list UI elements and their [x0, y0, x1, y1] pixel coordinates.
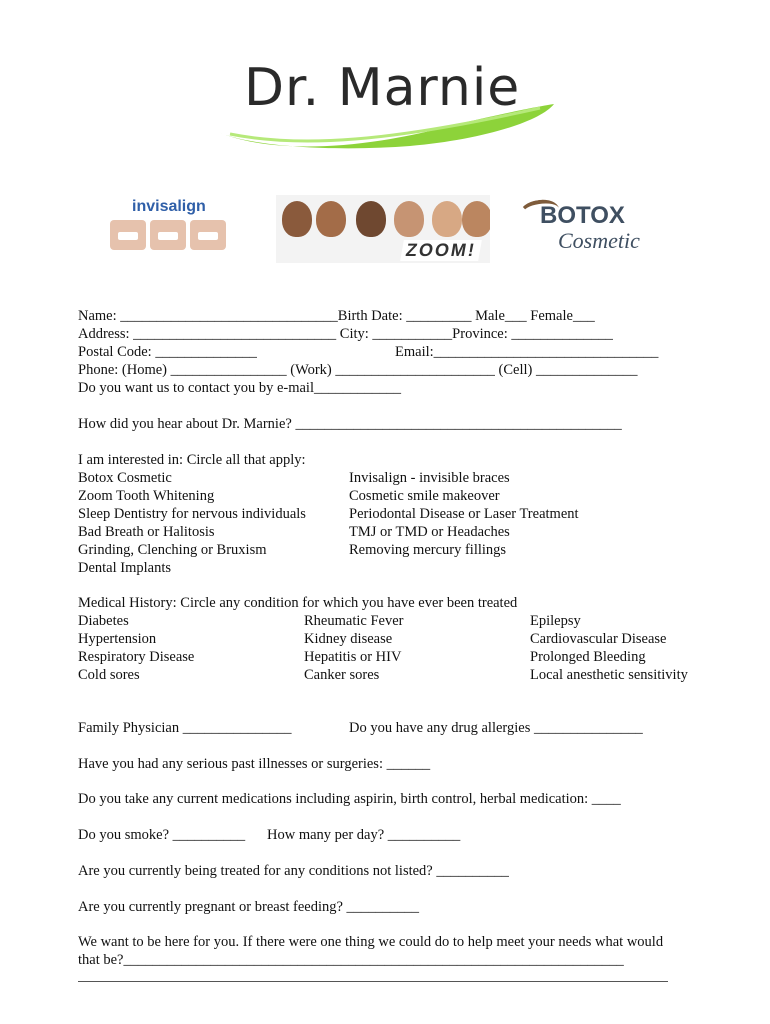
- smoke-line[interactable]: Do you smoke? __________: [78, 827, 246, 843]
- list-item[interactable]: Cold sores: [78, 667, 140, 683]
- pregnant-line[interactable]: Are you currently pregnant or breast feeding? __________: [78, 899, 420, 915]
- hear-about-line[interactable]: How did you hear about Dr. Marnie? _____________________________________________: [78, 416, 622, 432]
- logo-title: Dr. Marnie: [244, 58, 521, 118]
- invisalign-wordmark: invisalign: [132, 198, 206, 215]
- email-line[interactable]: Email:_______________________________: [395, 344, 659, 360]
- list-item[interactable]: Kidney disease: [304, 631, 393, 647]
- needs-line-1: We want to be here for you. If there were one thing we could do to help meet your needs what would: [78, 934, 664, 950]
- list-item[interactable]: Dental Implants: [78, 560, 172, 576]
- phone-line[interactable]: Phone: (Home) ________________ (Work) ______________________ (Cell) ______________: [78, 362, 638, 378]
- physician-line[interactable]: Family Physician _______________: [78, 720, 292, 736]
- contact-email-line[interactable]: Do you want us to contact you by e-mail____________: [78, 380, 401, 396]
- list-item[interactable]: Cardiovascular Disease: [530, 631, 667, 647]
- list-item[interactable]: TMJ or TMD or Headaches: [349, 524, 510, 540]
- cosmetic-wordmark: Cosmetic: [558, 228, 640, 253]
- botox-wordmark: BOTOX: [540, 202, 625, 229]
- zoom-photo: [276, 195, 490, 263]
- invisalign-logo: [110, 198, 230, 252]
- botox-logo: [518, 196, 658, 260]
- list-item[interactable]: Invisalign - invisible braces: [349, 470, 510, 486]
- treated-line[interactable]: Are you currently being treated for any conditions not listed? __________: [78, 863, 509, 879]
- list-item[interactable]: Periodontal Disease or Laser Treatment: [349, 506, 579, 522]
- medications-line[interactable]: Do you take any current medications including aspirin, birth control, herbal medication: ____: [78, 791, 621, 807]
- per-day-line[interactable]: How many per day? __________: [267, 827, 461, 843]
- needs-line-2[interactable]: that be?_____________________________________________________________________: [78, 952, 624, 968]
- name-line[interactable]: Name: ______________________________Birth Date: _________ Male___ Female___: [78, 308, 595, 324]
- address-line[interactable]: Address: ____________________________ City: ___________Province: ______________: [78, 326, 613, 342]
- list-item[interactable]: Respiratory Disease: [78, 649, 195, 665]
- teeth-photo: [190, 220, 226, 250]
- list-item[interactable]: Zoom Tooth Whitening: [78, 488, 215, 504]
- logo-swoosh: [210, 92, 560, 152]
- zoom-wordmark: ZOOM!: [400, 240, 482, 261]
- postal-line[interactable]: Postal Code: ______________: [78, 344, 257, 360]
- list-item[interactable]: Local anesthetic sensitivity: [530, 667, 688, 683]
- illnesses-line[interactable]: Have you had any serious past illnesses or surgeries: ______: [78, 756, 431, 772]
- list-item[interactable]: Botox Cosmetic: [78, 470, 172, 486]
- list-item[interactable]: Prolonged Bleeding: [530, 649, 646, 665]
- list-item[interactable]: Sleep Dentistry for nervous individuals: [78, 506, 306, 522]
- list-item[interactable]: Canker sores: [304, 667, 380, 683]
- list-item[interactable]: Diabetes: [78, 613, 129, 629]
- list-item[interactable]: Cosmetic smile makeover: [349, 488, 500, 504]
- answer-rule[interactable]: [78, 981, 668, 982]
- medical-heading: Medical History: Circle any condition for which you have ever been treated: [78, 595, 518, 611]
- allergies-line[interactable]: Do you have any drug allergies _______________: [349, 720, 643, 736]
- interest-heading: I am interested in: Circle all that apply:: [78, 452, 306, 468]
- list-item[interactable]: Hepatitis or HIV: [304, 649, 402, 665]
- list-item[interactable]: Removing mercury fillings: [349, 542, 507, 558]
- teeth-photo: [150, 220, 186, 250]
- list-item[interactable]: Grinding, Clenching or Bruxism: [78, 542, 267, 558]
- teeth-photo: [110, 220, 146, 250]
- list-item[interactable]: Epilepsy: [530, 613, 581, 629]
- list-item[interactable]: Hypertension: [78, 631, 157, 647]
- list-item[interactable]: Bad Breath or Halitosis: [78, 524, 215, 540]
- list-item[interactable]: Rheumatic Fever: [304, 613, 404, 629]
